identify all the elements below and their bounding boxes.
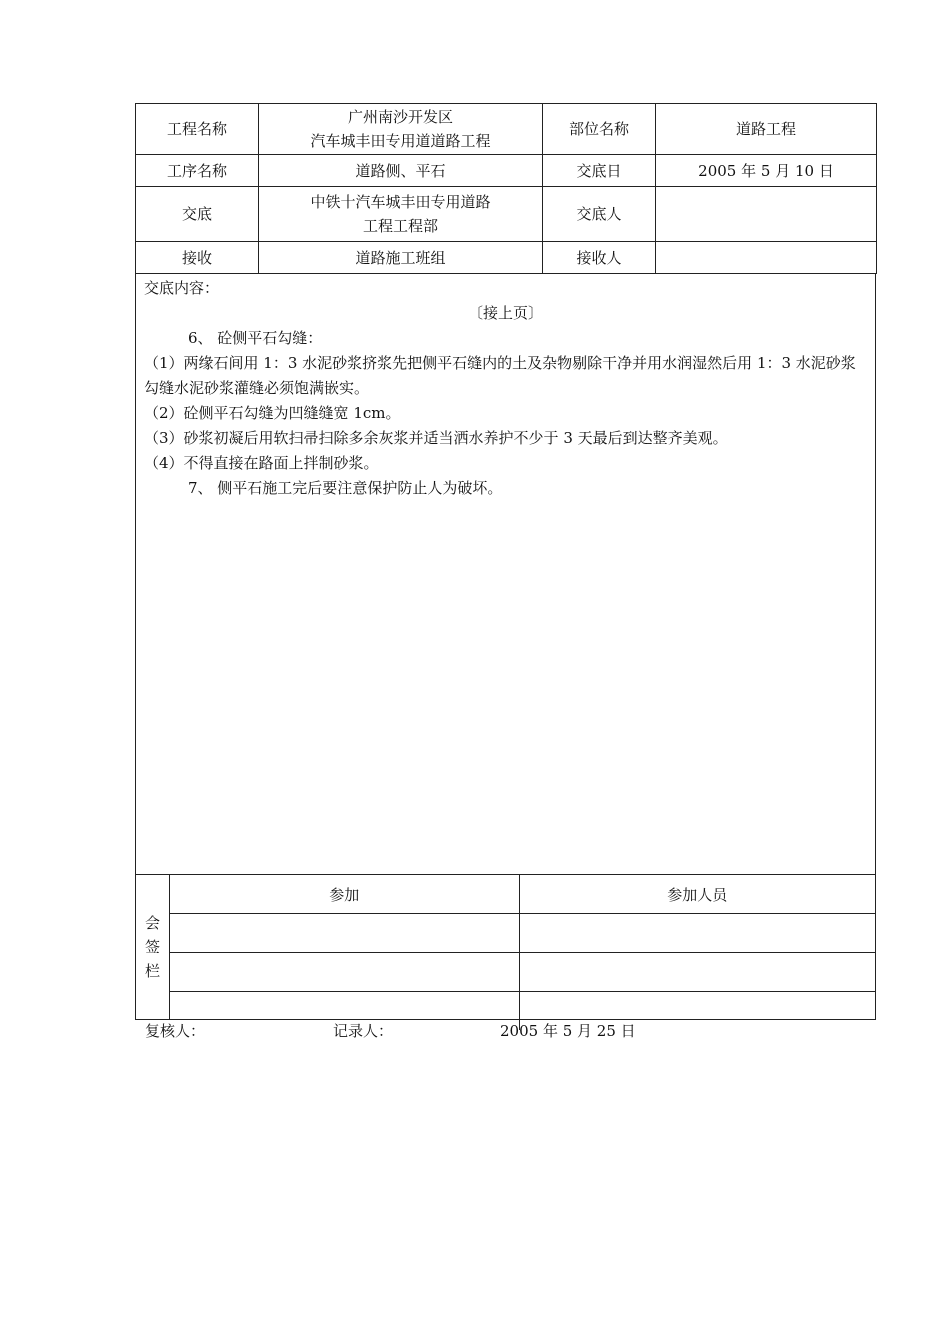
project-name-value xyxy=(259,104,543,155)
project-name-line2: 汽车城丰田专用道道路工程 xyxy=(310,132,491,150)
receiver-person-value xyxy=(656,242,877,274)
issuer-line1: 中铁十汽车城丰田专用道路 xyxy=(310,193,491,211)
project-name-label: 工程名称 xyxy=(136,104,259,155)
issuer-value xyxy=(259,187,543,242)
reviewer-label: 复核人： xyxy=(145,1022,206,1040)
item-7: 7、 侧平石施工完后要注意保护防止人为破坏。 xyxy=(188,479,503,497)
item-6-3: （3）砂浆初凝后用软扫帚扫除多余灰浆并适当洒水养护不少于 3 天最后到达整齐美观。 xyxy=(144,429,728,447)
issuer-label: 交底 xyxy=(136,187,259,242)
item-6-title: 6、 砼侧平石勾缝： xyxy=(188,329,323,347)
issuer-person-label: 交底人 xyxy=(543,187,656,242)
disclosure-form xyxy=(135,103,876,1020)
signoff-table xyxy=(170,875,875,1030)
receiver-person-label: 接收人 xyxy=(543,242,656,274)
process-value: 道路侧、平石 xyxy=(259,155,543,187)
issuer-person-value xyxy=(656,187,877,242)
continued-note: 〔接上页〕 xyxy=(467,304,543,322)
part-name-value: 道路工程 xyxy=(656,104,877,155)
signoff-row xyxy=(170,953,875,992)
signoff-col2-header: 参加人员 xyxy=(519,875,875,914)
signoff-section xyxy=(135,874,876,1020)
receiver-label: 接收 xyxy=(136,242,259,274)
signoff-label xyxy=(136,875,170,1019)
receiver-value: 道路施工班组 xyxy=(259,242,543,274)
item-6-4: （4）不得直接在路面上拌制砂浆。 xyxy=(144,454,379,472)
disclosure-content xyxy=(135,274,876,874)
part-name-label: 部位名称 xyxy=(543,104,656,155)
signoff-cell[interactable] xyxy=(519,914,875,953)
date-value: 2005 年 5 月 10 日 xyxy=(656,155,877,187)
signoff-cell[interactable] xyxy=(170,953,519,992)
date-label: 交底日 xyxy=(543,155,656,187)
project-name-line1: 广州南沙开发区 xyxy=(347,108,453,126)
recorder-label: 记录人： xyxy=(333,1022,394,1040)
header-table xyxy=(135,103,877,274)
footer xyxy=(145,1020,865,1044)
signoff-col1-header: 参加 xyxy=(170,875,519,914)
signoff-label-char: 签 xyxy=(144,938,160,956)
content-heading: 交底内容： xyxy=(144,279,220,297)
item-6-2: （2）砼侧平石勾缝为凹缝缝宽 1cm。 xyxy=(144,404,401,422)
signoff-label-char: 栏 xyxy=(144,962,160,980)
signoff-cell[interactable] xyxy=(170,914,519,953)
signoff-row xyxy=(170,914,875,953)
item-6-1: （1）两缘石间用 1：3 水泥砂浆挤浆先把侧平石缝内的土及杂物剔除干净并用水润湿然后用 1：3 水泥砂浆勾缝水泥砂浆灌缝必须饱满嵌实。 xyxy=(144,354,856,397)
signoff-label-char: 会 xyxy=(144,914,160,932)
footer-date: 2005 年 5 月 25 日 xyxy=(500,1022,636,1040)
issuer-line2: 工程工程部 xyxy=(362,217,438,235)
process-label: 工序名称 xyxy=(136,155,259,187)
signoff-cell[interactable] xyxy=(519,953,875,992)
